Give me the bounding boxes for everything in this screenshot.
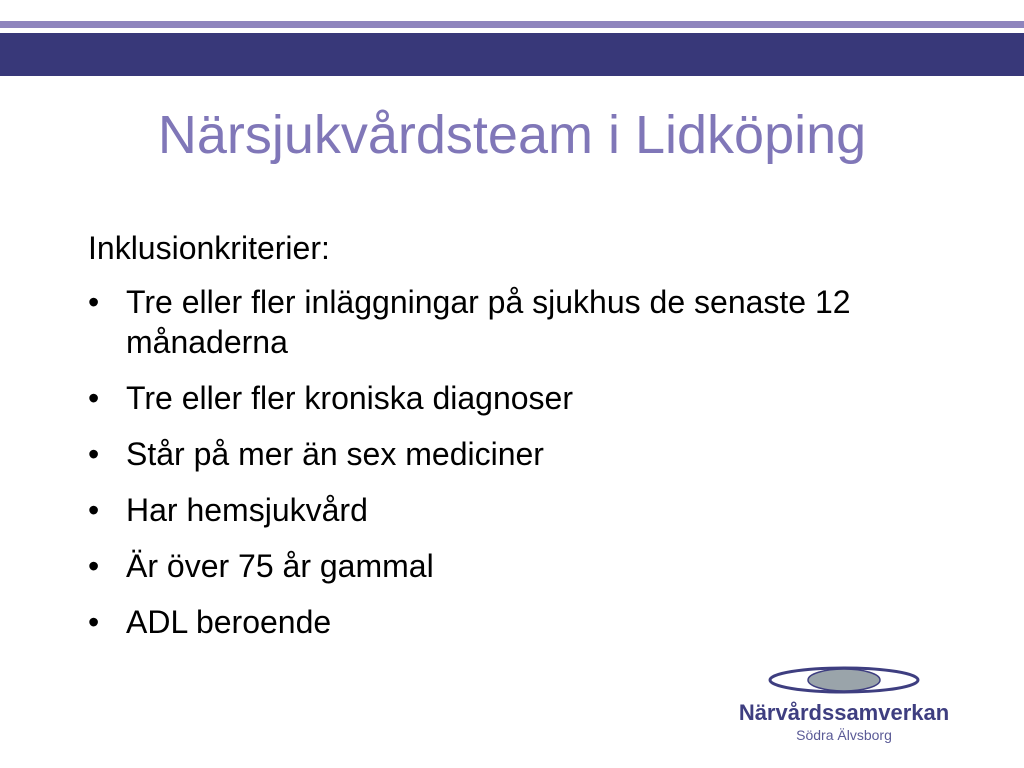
ellipse-logo-icon <box>766 665 922 695</box>
list-item-text: Tre eller fler inläggningar på sjukhus de senaste 12 månaderna <box>126 284 851 360</box>
list-item-text: ADL beroende <box>126 604 332 640</box>
list-item <box>88 490 868 530</box>
list-item <box>88 546 868 586</box>
list-item <box>88 282 868 362</box>
bullet-icon: • <box>88 436 100 472</box>
list-item-text: Har hemsjukvård <box>126 492 368 528</box>
header-band-dark <box>0 33 1024 76</box>
organization-logo <box>708 660 980 750</box>
list-item-text: Står på mer än sex mediciner <box>126 436 544 472</box>
criteria-list <box>88 282 868 642</box>
bullet-icon: • <box>88 492 100 528</box>
list-item <box>88 602 868 642</box>
logo-name: Närvårdssamverkan <box>738 700 950 725</box>
list-item-text: Är över 75 år gammal <box>126 548 434 584</box>
list-item-text: Tre eller fler kroniska diagnoser <box>126 380 573 416</box>
logo-subtitle: Södra Älvsborg <box>796 727 892 743</box>
list-item <box>88 378 868 418</box>
bullet-icon: • <box>88 284 100 320</box>
slide-body <box>88 228 868 658</box>
bullet-icon: • <box>88 548 100 584</box>
list-item <box>88 434 868 474</box>
intro-heading: Inklusionkriterier: <box>88 230 330 266</box>
bullet-icon: • <box>88 604 100 640</box>
header-band-light <box>0 21 1024 28</box>
slide-title: Närsjukvårdsteam i Lidköping <box>157 105 867 165</box>
bullet-icon: • <box>88 380 100 416</box>
